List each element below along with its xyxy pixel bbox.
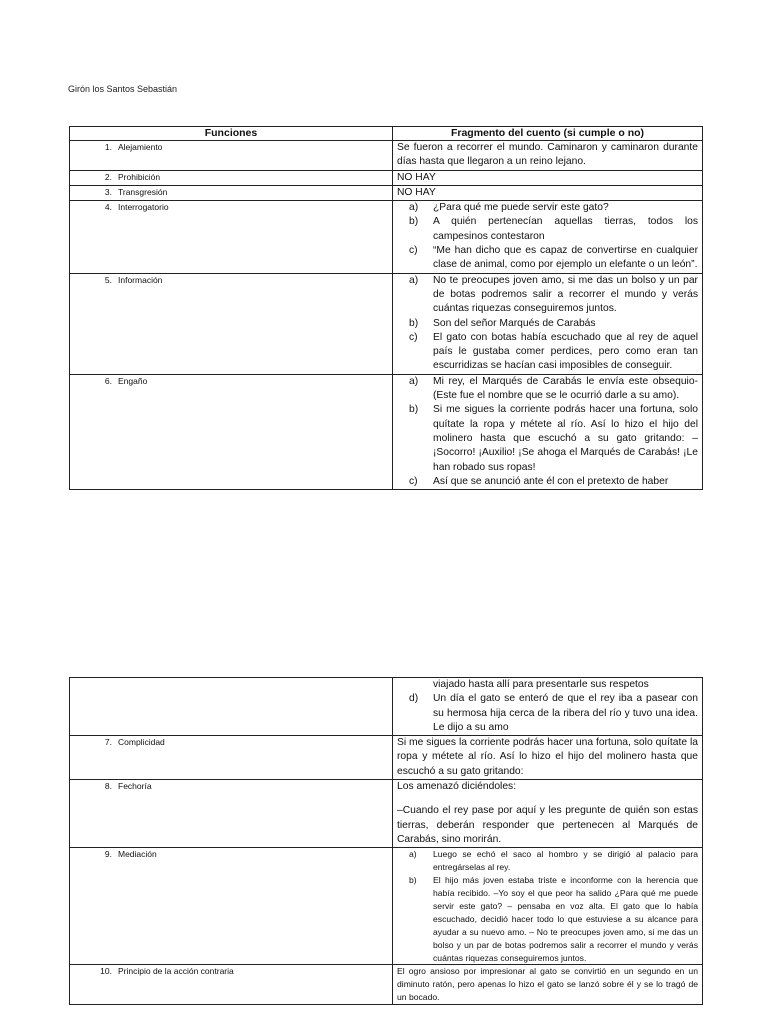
function-cell: [70, 201, 393, 273]
list-marker: a): [409, 375, 419, 387]
list-text: No te preocupes joven amo, si me das un bolso y un par de botas podremos salir a recorrer el mundo y verás cuántas riquezas conseguiremos juntos.: [433, 274, 698, 315]
fragment-cell: El ogro ansioso por impresionar al gato se convirtió en un segundo en un diminuto ratón, pero apenas lo hizo el gato se lanzó sobre él y se lo tragó de un bocado.: [393, 965, 703, 1005]
table-row: [70, 736, 703, 780]
fragment-list: [397, 692, 698, 735]
list-text: A quién pertenecían aquellas tierras, todos los campesinos contestaron: [433, 216, 698, 242]
fragment-list: [397, 848, 698, 964]
list-item: [397, 475, 698, 489]
function-cell: [70, 185, 393, 200]
function-name: Fechoría: [118, 781, 152, 792]
list-text: Mi rey, el Marqués de Carabás le envía este obsequio-(Este fue el nombre que se le ocurrió darle a su amo).: [433, 375, 698, 402]
table-row: [70, 780, 703, 848]
function-name: Información: [118, 274, 163, 285]
list-marker: a): [409, 202, 419, 214]
list-text: “Me han dicho que es capaz de convertirse en cualquier clase de animal, como por ejemplo un elefante o un león”.: [433, 245, 698, 271]
list-text: El gato con botas había escuchado que al rey de aquel país le gustaba comer perdices, pero como eran tan escurridizas se hacían casi imposibles de conseguir.: [433, 331, 698, 372]
column-header-functions: Funciones: [70, 127, 393, 141]
table-row: [70, 201, 703, 273]
table-row: [70, 848, 703, 965]
list-marker: b): [409, 216, 419, 228]
fragment-cell: [393, 374, 703, 489]
function-number: 6.: [104, 375, 112, 386]
fragment-cell: [393, 678, 703, 736]
list-item: [397, 317, 698, 331]
list-text: Luego se echó el saco al hombro y se dirigió al palacio para entregárselas al rey.: [433, 849, 698, 873]
fragment-cell: NO HAY: [393, 185, 703, 200]
function-number: 5.: [104, 274, 112, 285]
function-name: Mediación: [118, 849, 157, 860]
list-item: [397, 215, 698, 244]
column-header-fragment: Fragmento del cuento (si cumple o no): [393, 127, 703, 141]
list-text: Un día el gato se enteró de que el rey iba a pasear con su hermosa hija cerca de la ribera del río y tuvo una idea. Le dijo a su amo: [433, 693, 698, 733]
function-number: 2.: [104, 171, 112, 182]
list-item: [397, 403, 698, 474]
function-name: Principio de la acción contraria: [118, 966, 234, 977]
table-row: [70, 185, 703, 200]
table-header-row: [70, 127, 703, 141]
function-name: Engaño: [118, 375, 148, 386]
list-item: [397, 274, 698, 317]
fragment-text: Los amenazó diciéndoles:: [397, 781, 517, 793]
function-number: 10.: [100, 966, 112, 977]
fragment-text-2: –Cuando el rey pase por aquí y les pregunte de quién son estas tierras, deberán responder que pertenecen al Marqués de Carabás, sino morirán.: [397, 805, 698, 845]
table-row: [70, 170, 703, 185]
function-name: Interrogatorio: [118, 202, 169, 213]
fragment-cell: [393, 848, 703, 965]
table-row: [70, 678, 703, 736]
function-cell: [70, 170, 393, 185]
list-item: [397, 848, 698, 874]
list-item: [397, 874, 698, 964]
fragment-cell: [393, 273, 703, 374]
function-number: 9.: [104, 849, 112, 860]
list-marker: a): [409, 849, 417, 860]
list-marker: d): [409, 693, 419, 705]
function-name: Alejamiento: [118, 142, 163, 152]
list-item: [397, 375, 698, 404]
author-name: Girón los Santos Sebastián: [68, 84, 178, 94]
fragment-cell: Se fueron a recorrer el mundo. Caminaron y caminaron durante días hasta que llegaron a un reino lejano.: [393, 141, 703, 171]
fragment-cell: Si me sigues la corriente podrás hacer una fortuna, solo quítate la ropa y métete al río. Así lo hizo el hijo del molinero hasta que escuchó a su gato gritando:: [393, 736, 703, 780]
list-text: Son del señor Marqués de Carabás: [433, 317, 596, 329]
list-marker: b): [409, 317, 419, 329]
list-text: Así que se anunció ante él con el pretexto de haber: [433, 475, 669, 487]
function-cell: [70, 273, 393, 374]
table-row: [70, 273, 703, 374]
function-cell: [70, 374, 393, 489]
function-number: 1.: [104, 142, 112, 152]
fragment-list: [397, 201, 698, 272]
list-text: Si me sigues la corriente podrás hacer una fortuna, solo quítate la ropa y métete al río. Así lo hizo el hijo del molinero hasta que escuchó a su gato gritando: –¡Socorro! ¡Auxilio! ¡Se ahoga el Marqués de Carabás! ¡Le han robado sus ropas!: [433, 404, 698, 473]
function-name: Transgresión: [118, 186, 168, 197]
function-number: 7.: [104, 737, 112, 748]
function-cell: [70, 780, 393, 848]
function-cell: [70, 736, 393, 780]
list-item: [397, 331, 698, 374]
function-name: Prohibición: [118, 171, 161, 182]
list-marker: b): [409, 875, 417, 886]
table-row: [70, 374, 703, 489]
fragment-list: [397, 375, 698, 489]
fragment-cell: [393, 780, 703, 848]
function-cell: [70, 141, 393, 171]
list-text: ¿Para qué me puede servir este gato?: [433, 202, 609, 214]
fragment-list: [397, 274, 698, 374]
function-number: 8.: [104, 781, 112, 792]
list-text: El hijo más joven estaba triste e inconforme con la herencia que había recibido. –Yo soy el que peor ha salido ¿Para qué me puede servir este gato? – pensaba en voz alta. El gato que lo había escuchado, decidió hacer todo lo que estuviese a su alcance para ayudar a su nuevo amo. – No te preocupes joven amo, si me das un bolso y un par de botas podremos salir a recorrer el mundo y verás cuántas riquezas conseguiremos juntos.: [433, 875, 698, 963]
fragment-cell: [393, 201, 703, 273]
functions-table-page-1: [69, 126, 703, 490]
function-number: 3.: [104, 186, 112, 197]
function-cell: [70, 678, 393, 736]
function-number: 4.: [104, 202, 112, 213]
function-cell: [70, 965, 393, 1005]
list-marker: a): [409, 274, 419, 286]
table-row: [70, 965, 703, 1005]
list-item: [397, 244, 698, 273]
function-cell: [70, 848, 393, 965]
list-item: [397, 692, 698, 735]
function-name: Complicidad: [118, 737, 165, 748]
list-marker: c): [409, 245, 418, 257]
table-row: [70, 141, 703, 171]
list-marker: c): [409, 331, 418, 343]
fragment-cell: NO HAY: [393, 170, 703, 185]
functions-table-page-2: [69, 677, 703, 1005]
list-marker: b): [409, 404, 419, 416]
list-marker: c): [409, 475, 418, 487]
list-item: [397, 201, 698, 215]
continuation-text: viajado hasta allí para presentarle sus respetos: [433, 679, 649, 690]
